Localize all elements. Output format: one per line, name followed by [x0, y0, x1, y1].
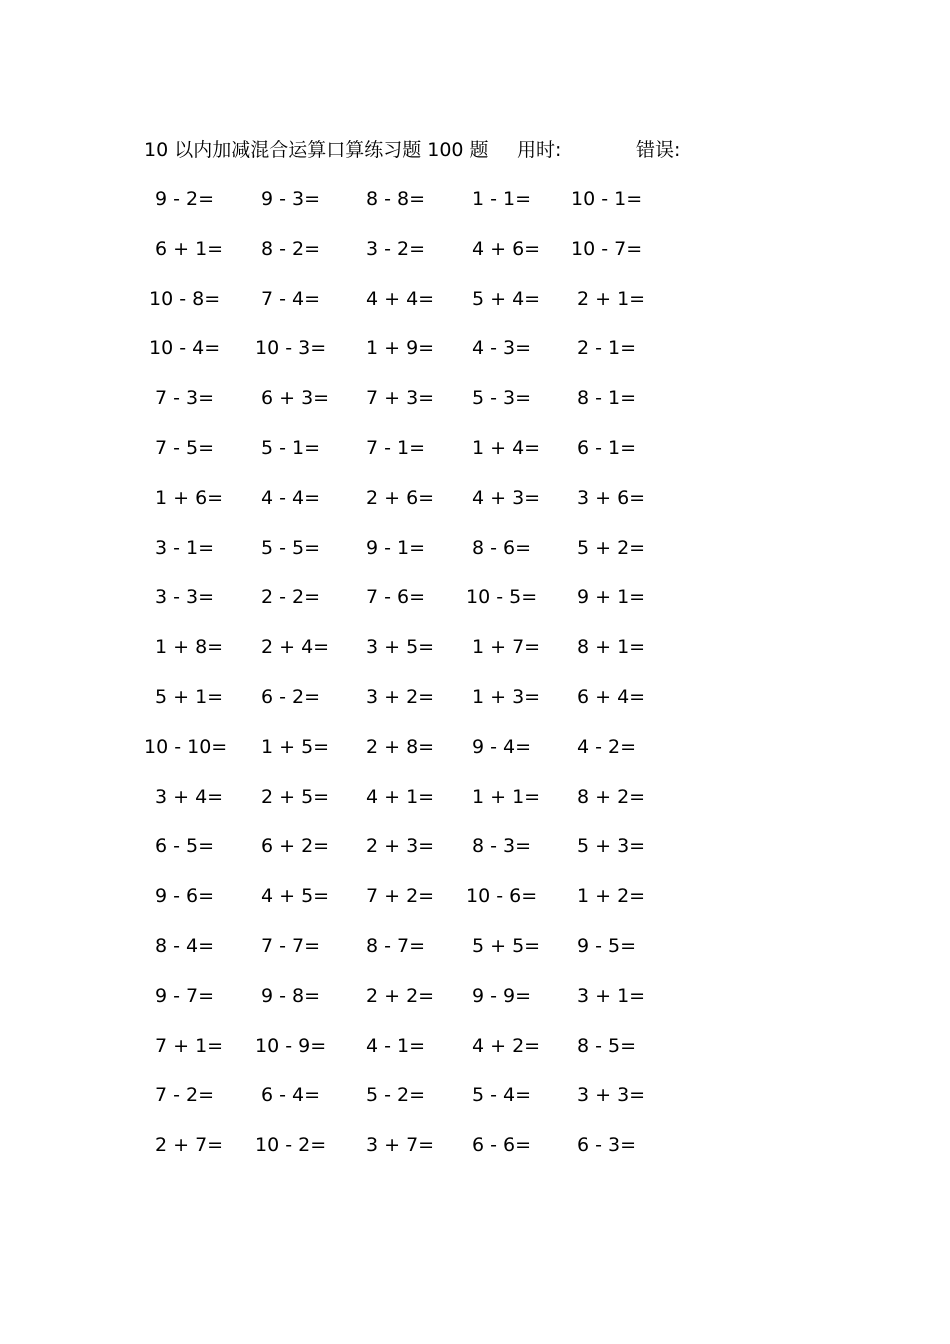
problem-item: 3 - 2=	[366, 237, 426, 260]
problem-item: 1 + 4=	[472, 436, 541, 459]
problem-item: 9 + 1=	[577, 586, 646, 609]
problem-item: 9 - 7=	[155, 984, 215, 1007]
problem-item: 8 + 1=	[577, 636, 646, 659]
problem-row	[0, 633, 950, 683]
problem-item: 8 - 2=	[261, 237, 321, 260]
problem-row	[0, 1081, 950, 1131]
problem-row	[0, 334, 950, 384]
problem-row	[0, 235, 950, 285]
problem-item: 6 - 5=	[155, 835, 215, 858]
problem-item: 2 + 6=	[366, 486, 435, 509]
problem-item: 3 - 3=	[155, 586, 215, 609]
problem-item: 6 + 3=	[261, 387, 330, 410]
problem-item: 9 - 1=	[366, 536, 426, 559]
problem-item: 9 - 3=	[261, 188, 321, 210]
problem-item: 7 - 4=	[261, 287, 321, 310]
problem-row	[0, 583, 950, 633]
problem-row	[0, 783, 950, 833]
problem-row	[0, 982, 950, 1032]
problem-item: 8 - 6=	[472, 536, 532, 559]
problem-item: 5 - 1=	[261, 436, 321, 459]
problem-item: 10 - 5=	[466, 586, 538, 609]
problem-item: 2 + 1=	[577, 287, 646, 310]
problem-item: 10 - 10=	[144, 735, 228, 758]
problem-item: 4 + 5=	[261, 885, 330, 908]
problem-item: 4 + 2=	[472, 1034, 541, 1057]
problem-item: 1 + 3=	[472, 685, 541, 708]
time-label: 用时:	[517, 139, 562, 161]
problem-item: 1 - 1=	[472, 188, 532, 210]
problem-item: 7 - 3=	[155, 387, 215, 410]
problem-item: 5 + 3=	[577, 835, 646, 858]
problem-item: 10 - 1=	[571, 188, 643, 210]
problem-item: 8 - 5=	[577, 1034, 637, 1057]
problem-item: 1 + 5=	[261, 735, 330, 758]
problem-item: 8 - 4=	[155, 934, 215, 957]
problem-item: 9 - 6=	[155, 885, 215, 908]
problem-item: 10 - 2=	[255, 1134, 327, 1157]
problem-item: 1 + 8=	[155, 636, 224, 659]
problem-item: 2 + 2=	[366, 984, 435, 1007]
problem-item: 8 - 1=	[577, 387, 637, 410]
problem-item: 5 - 5=	[261, 536, 321, 559]
problem-row	[0, 882, 950, 932]
problem-item: 3 + 1=	[577, 984, 646, 1007]
problem-item: 10 - 3=	[255, 337, 327, 360]
problem-row	[0, 932, 950, 982]
problem-item: 3 + 5=	[366, 636, 435, 659]
problem-item: 4 - 1=	[366, 1034, 426, 1057]
problem-item: 10 - 4=	[149, 337, 221, 360]
problem-item: 10 - 6=	[466, 885, 538, 908]
worksheet-title: 10 以内加减混合运算口算练习题 100 题	[144, 139, 489, 161]
problem-row	[0, 484, 950, 534]
problem-item: 6 + 4=	[577, 685, 646, 708]
problem-row	[0, 1131, 950, 1181]
problem-item: 4 + 4=	[366, 287, 435, 310]
problem-item: 5 - 3=	[472, 387, 532, 410]
problem-row	[0, 384, 950, 434]
problem-item: 9 - 4=	[472, 735, 532, 758]
problem-item: 8 - 8=	[366, 188, 426, 210]
problem-item: 10 - 8=	[149, 287, 221, 310]
problem-item: 6 - 2=	[261, 685, 321, 708]
problem-row	[0, 434, 950, 484]
problem-item: 1 + 7=	[472, 636, 541, 659]
problem-item: 3 - 1=	[155, 536, 215, 559]
problem-item: 3 + 2=	[366, 685, 435, 708]
problem-row	[0, 733, 950, 783]
problem-grid	[0, 185, 950, 1181]
problem-item: 4 - 4=	[261, 486, 321, 509]
errors-label: 错误:	[636, 139, 681, 161]
problem-item: 7 - 6=	[366, 586, 426, 609]
problem-item: 3 + 4=	[155, 785, 224, 808]
problem-item: 3 + 3=	[577, 1084, 646, 1107]
problem-item: 8 - 7=	[366, 934, 426, 957]
problem-item: 6 - 4=	[261, 1084, 321, 1107]
problem-item: 4 + 3=	[472, 486, 541, 509]
problem-row	[0, 534, 950, 584]
problem-item: 6 + 2=	[261, 835, 330, 858]
problem-item: 5 + 5=	[472, 934, 541, 957]
problem-item: 7 - 2=	[155, 1084, 215, 1107]
problem-item: 4 + 6=	[472, 237, 541, 260]
problem-item: 9 - 8=	[261, 984, 321, 1007]
problem-item: 1 + 2=	[577, 885, 646, 908]
problem-row	[0, 832, 950, 882]
problem-item: 4 - 3=	[472, 337, 532, 360]
problem-item: 7 + 3=	[366, 387, 435, 410]
problem-item: 3 + 6=	[577, 486, 646, 509]
problem-item: 8 - 3=	[472, 835, 532, 858]
problem-item: 9 - 2=	[155, 188, 215, 210]
problem-item: 3 + 7=	[366, 1134, 435, 1157]
problem-row	[0, 185, 950, 235]
problem-item: 2 + 7=	[155, 1134, 224, 1157]
problem-item: 5 - 2=	[366, 1084, 426, 1107]
problem-item: 2 + 8=	[366, 735, 435, 758]
problem-item: 5 - 4=	[472, 1084, 532, 1107]
problem-item: 5 + 2=	[577, 536, 646, 559]
problem-item: 7 - 5=	[155, 436, 215, 459]
problem-item: 7 - 7=	[261, 934, 321, 957]
problem-item: 9 - 5=	[577, 934, 637, 957]
problem-item: 1 + 9=	[366, 337, 435, 360]
problem-item: 2 + 3=	[366, 835, 435, 858]
problem-item: 2 - 1=	[577, 337, 637, 360]
problem-row	[0, 285, 950, 335]
problem-item: 8 + 2=	[577, 785, 646, 808]
problem-item: 6 + 1=	[155, 237, 224, 260]
problem-item: 7 + 2=	[366, 885, 435, 908]
problem-item: 7 + 1=	[155, 1034, 224, 1057]
problem-item: 4 + 1=	[366, 785, 435, 808]
problem-item: 2 + 4=	[261, 636, 330, 659]
problem-item: 10 - 7=	[571, 237, 643, 260]
problem-row	[0, 1032, 950, 1082]
problem-item: 2 - 2=	[261, 586, 321, 609]
problem-item: 1 + 6=	[155, 486, 224, 509]
problem-row	[0, 683, 950, 733]
problem-item: 4 - 2=	[577, 735, 637, 758]
problem-item: 5 + 4=	[472, 287, 541, 310]
problem-item: 5 + 1=	[155, 685, 224, 708]
problem-item: 10 - 9=	[255, 1034, 327, 1057]
problem-item: 9 - 9=	[472, 984, 532, 1007]
problem-item: 6 - 3=	[577, 1134, 637, 1157]
problem-item: 7 - 1=	[366, 436, 426, 459]
problem-item: 1 + 1=	[472, 785, 541, 808]
problem-item: 6 - 6=	[472, 1134, 532, 1157]
problem-item: 2 + 5=	[261, 785, 330, 808]
problem-item: 6 - 1=	[577, 436, 637, 459]
